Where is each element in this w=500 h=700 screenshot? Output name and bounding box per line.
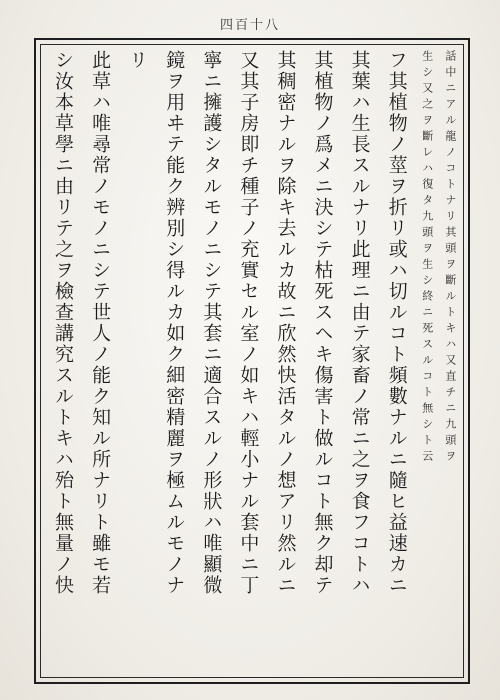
text-column-2: 生シ又之ヲ斷レハ復タ九頭ヲ生シ終ニ死スルコト無シト云	[420, 50, 434, 466]
text-column-1: 話中ニアル龍ノコトナリ其頭ヲ斷ルトキハ又直チニ九頭ヲ	[443, 50, 457, 466]
text-column-3: フ其植物ノ莖ヲ折リ或ハ切ルコト頻數ナルニ隨ヒ益速カニ	[385, 50, 408, 596]
text-column-5: 其植物ノ爲メニ決シテ枯死スヘキ傷害ト做ルコト無ク却テ	[311, 50, 334, 596]
page-number: 四百十八	[219, 18, 280, 33]
text-column-4: 其葉ハ生長スルナリ此理ニ由テ家畜ノ常ニ之ヲ食フコトハ	[348, 50, 371, 596]
text-column-11: 此草ハ唯尋常ノモノニシテ世人ノ能ク知ル所ナリト雖モ若	[89, 50, 112, 596]
text-column-6: 其稠密ナルヲ除キ去ルカ故ニ欣然快活タルノ想アリ然ルニ	[274, 50, 297, 596]
vertical-text-block	[48, 50, 458, 674]
text-column-12: シ汝本草學ニ由リテ之ヲ檢查講究スルトキハ殆ト無量ノ快	[52, 50, 74, 596]
text-column-10: リ	[126, 50, 149, 71]
text-column-7: 又其子房即チ種子ノ充實セル室ノ如キハ輕小ナル套中ニ丁	[237, 50, 260, 596]
text-column-8: 寧ニ擁護シタルモノニシテ其套ニ適合スルノ形狀ハ唯顯微	[200, 50, 223, 596]
text-column-9: 鏡ヲ用ヰテ能ク辨別シ得ルカ如ク細密精麗ヲ極ムルモノナ	[163, 50, 186, 596]
